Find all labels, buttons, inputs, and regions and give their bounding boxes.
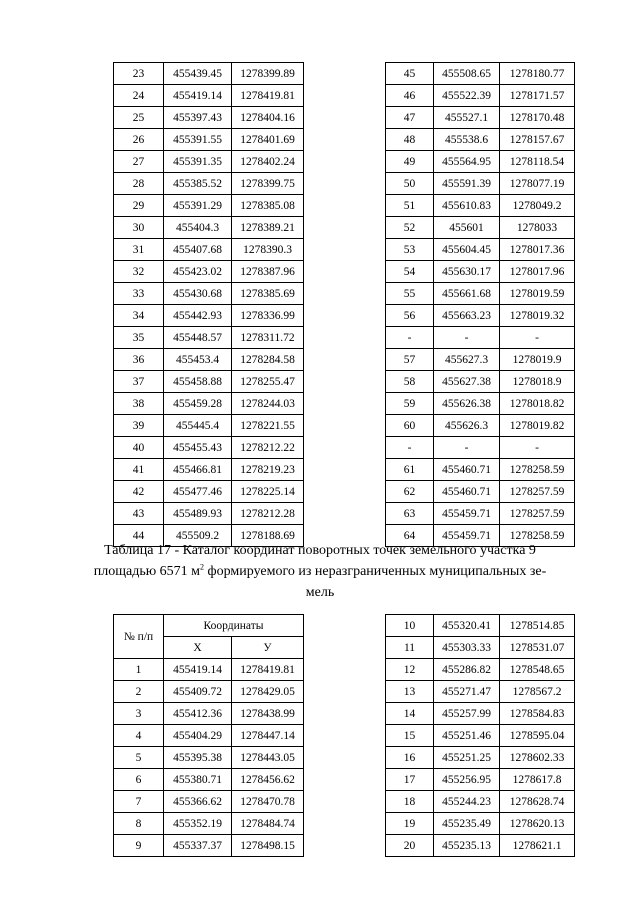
table-header-row	[114, 615, 304, 637]
cell-point-number: 3	[114, 703, 164, 725]
table-row	[386, 217, 575, 239]
cell-y: -	[500, 327, 575, 349]
cell-x: 455385.52	[164, 173, 232, 195]
cell-y: 1278514.85	[500, 615, 575, 637]
cell-x: 455251.25	[434, 747, 500, 769]
cell-x: 455404.3	[164, 217, 232, 239]
cell-point-number: 49	[386, 151, 434, 173]
cell-x: 455455.43	[164, 437, 232, 459]
cell-x: 455591.39	[434, 173, 500, 195]
cell-x: 455459.28	[164, 393, 232, 415]
table-row	[386, 393, 575, 415]
cell-y: 1278387.96	[232, 261, 304, 283]
cell-point-number: 4	[114, 725, 164, 747]
table-row	[386, 769, 575, 791]
cell-x: 455404.29	[164, 725, 232, 747]
cell-x: 455564.95	[434, 151, 500, 173]
cell-x: 455244.23	[434, 791, 500, 813]
cell-x: 455448.57	[164, 327, 232, 349]
cell-y: 1278390.3	[232, 239, 304, 261]
caption-line-2-end: формируемого из неразграниченных муниципальных зе-	[204, 564, 547, 579]
cell-y: 1278171.57	[500, 85, 575, 107]
header-coordinates: Координаты	[164, 615, 304, 637]
table-row	[114, 659, 304, 681]
cell-y: 1278389.21	[232, 217, 304, 239]
cell-y: 1278188.69	[232, 525, 304, 547]
cell-x: 455527.1	[434, 107, 500, 129]
cell-x: 455663.23	[434, 305, 500, 327]
coordinates-table-top-left	[113, 62, 304, 547]
table-row	[386, 659, 575, 681]
table-row	[114, 791, 304, 813]
cell-point-number: 56	[386, 305, 434, 327]
cell-y: 1278584.83	[500, 703, 575, 725]
header-number: № п/п	[114, 615, 164, 659]
cell-y: 1278077.19	[500, 173, 575, 195]
cell-y: 1278404.16	[232, 107, 304, 129]
table-row	[114, 437, 304, 459]
cell-point-number: 31	[114, 239, 164, 261]
cell-point-number: 33	[114, 283, 164, 305]
cell-point-number: 62	[386, 481, 434, 503]
cell-y: 1278170.48	[500, 107, 575, 129]
cell-point-number: 9	[114, 835, 164, 857]
cell-point-number: 57	[386, 349, 434, 371]
cell-x: 455256.95	[434, 769, 500, 791]
cell-x: 455235.13	[434, 835, 500, 857]
caption-superscript: 2	[200, 562, 205, 572]
cell-x: 455352.19	[164, 813, 232, 835]
table-row	[114, 151, 304, 173]
cell-y: 1278399.89	[232, 63, 304, 85]
cell-x: -	[434, 437, 500, 459]
table-row	[386, 129, 575, 151]
caption-line-2	[60, 561, 580, 582]
cell-y: 1278621.1	[500, 835, 575, 857]
cell-point-number: 10	[386, 615, 434, 637]
cell-x: 455509.2	[164, 525, 232, 547]
cell-x: 455391.55	[164, 129, 232, 151]
cell-y: 1278255.47	[232, 371, 304, 393]
table-row	[114, 283, 304, 305]
cell-point-number: 63	[386, 503, 434, 525]
cell-point-number: 18	[386, 791, 434, 813]
table-row	[386, 437, 575, 459]
cell-x: 455630.17	[434, 261, 500, 283]
cell-x: 455477.46	[164, 481, 232, 503]
table-row	[114, 415, 304, 437]
cell-y: -	[500, 437, 575, 459]
cell-y: 1278019.32	[500, 305, 575, 327]
cell-point-number: 15	[386, 725, 434, 747]
cell-x: 455460.71	[434, 481, 500, 503]
cell-y: 1278419.81	[232, 85, 304, 107]
cell-y: 1278018.82	[500, 393, 575, 415]
cell-x: 455391.29	[164, 195, 232, 217]
cell-y: 1278180.77	[500, 63, 575, 85]
cell-point-number: 45	[386, 63, 434, 85]
cell-y: 1278602.33	[500, 747, 575, 769]
cell-point-number: 32	[114, 261, 164, 283]
cell-x: 455397.43	[164, 107, 232, 129]
cell-x: 455626.38	[434, 393, 500, 415]
cell-y: 1278258.59	[500, 459, 575, 481]
cell-x: 455445.4	[164, 415, 232, 437]
table-row	[386, 791, 575, 813]
cell-point-number: 37	[114, 371, 164, 393]
table-row	[114, 769, 304, 791]
cell-point-number: 24	[114, 85, 164, 107]
cell-point-number: 44	[114, 525, 164, 547]
table-row	[386, 173, 575, 195]
cell-point-number: 11	[386, 637, 434, 659]
cell-x: 455627.3	[434, 349, 500, 371]
cell-y: 1278219.23	[232, 459, 304, 481]
cell-y: 1278049.2	[500, 195, 575, 217]
table-row	[114, 239, 304, 261]
cell-point-number: -	[386, 437, 434, 459]
table-row	[114, 703, 304, 725]
cell-x: 455235.49	[434, 813, 500, 835]
cell-x: 455419.14	[164, 85, 232, 107]
cell-y: 1278447.14	[232, 725, 304, 747]
cell-y: 1278311.72	[232, 327, 304, 349]
cell-x: 455303.33	[434, 637, 500, 659]
table-row	[386, 725, 575, 747]
cell-point-number: 35	[114, 327, 164, 349]
cell-y: 1278470.78	[232, 791, 304, 813]
cell-y: 1278628.74	[500, 791, 575, 813]
cell-point-number: 60	[386, 415, 434, 437]
caption-line-2-start: площадью 6571 м	[93, 564, 201, 579]
cell-x: 455412.36	[164, 703, 232, 725]
table-row	[386, 195, 575, 217]
coordinates-table-top-right	[385, 62, 575, 547]
cell-point-number: 23	[114, 63, 164, 85]
cell-x: 455508.65	[434, 63, 500, 85]
cell-point-number: 27	[114, 151, 164, 173]
cell-point-number: 14	[386, 703, 434, 725]
table-row	[114, 327, 304, 349]
cell-y: 1278284.58	[232, 349, 304, 371]
cell-point-number: 29	[114, 195, 164, 217]
header-y: У	[232, 637, 304, 659]
table-row	[114, 747, 304, 769]
cell-y: 1278620.13	[500, 813, 575, 835]
cell-x: 455407.68	[164, 239, 232, 261]
cell-x: 455460.71	[434, 459, 500, 481]
cell-x: 455601	[434, 217, 500, 239]
cell-x: 455251.46	[434, 725, 500, 747]
cell-point-number: 13	[386, 681, 434, 703]
cell-x: 455419.14	[164, 659, 232, 681]
cell-x: 455271.47	[434, 681, 500, 703]
cell-point-number: 8	[114, 813, 164, 835]
table-row	[114, 813, 304, 835]
coordinates-table-bottom-left	[113, 614, 304, 857]
cell-point-number: 5	[114, 747, 164, 769]
cell-y: 1278548.65	[500, 659, 575, 681]
cell-point-number: 47	[386, 107, 434, 129]
cell-x: 455423.02	[164, 261, 232, 283]
cell-point-number: 12	[386, 659, 434, 681]
cell-x: 455604.45	[434, 239, 500, 261]
cell-y: 1278019.82	[500, 415, 575, 437]
cell-y: 1278531.07	[500, 637, 575, 659]
cell-y: 1278221.55	[232, 415, 304, 437]
cell-y: 1278018.9	[500, 371, 575, 393]
cell-x: 455466.81	[164, 459, 232, 481]
cell-y: 1278456.62	[232, 769, 304, 791]
cell-y: 1278567.2	[500, 681, 575, 703]
cell-point-number: 25	[114, 107, 164, 129]
table-row	[114, 107, 304, 129]
table-row	[114, 459, 304, 481]
cell-point-number: 55	[386, 283, 434, 305]
cell-point-number: 34	[114, 305, 164, 327]
cell-point-number: 38	[114, 393, 164, 415]
cell-x: 455409.72	[164, 681, 232, 703]
cell-point-number: 59	[386, 393, 434, 415]
table-row	[386, 151, 575, 173]
table-row	[386, 703, 575, 725]
table-row	[114, 261, 304, 283]
cell-point-number: 17	[386, 769, 434, 791]
caption-line-3: мель	[305, 585, 335, 600]
cell-y: 1278033	[500, 217, 575, 239]
table-row	[386, 283, 575, 305]
cell-point-number: 2	[114, 681, 164, 703]
coordinates-table-bottom-right	[385, 614, 575, 857]
table-row	[386, 481, 575, 503]
cell-y: 1278257.59	[500, 481, 575, 503]
cell-point-number: 53	[386, 239, 434, 261]
cell-point-number: 54	[386, 261, 434, 283]
cell-point-number: 26	[114, 129, 164, 151]
cell-y: 1278118.54	[500, 151, 575, 173]
cell-x: 455380.71	[164, 769, 232, 791]
table-row	[114, 217, 304, 239]
cell-x: 455627.38	[434, 371, 500, 393]
cell-x: 455459.71	[434, 503, 500, 525]
table-row	[386, 63, 575, 85]
cell-y: 1278617.8	[500, 769, 575, 791]
cell-point-number: 20	[386, 835, 434, 857]
table-row	[386, 327, 575, 349]
cell-y: 1278399.75	[232, 173, 304, 195]
cell-y: 1278244.03	[232, 393, 304, 415]
cell-point-number: 16	[386, 747, 434, 769]
table-row	[114, 681, 304, 703]
table-row	[386, 503, 575, 525]
cell-x: -	[434, 327, 500, 349]
cell-x: 455430.68	[164, 283, 232, 305]
cell-point-number: 40	[114, 437, 164, 459]
cell-x: 455626.3	[434, 415, 500, 437]
cell-x: 455661.68	[434, 283, 500, 305]
cell-x: 455538.6	[434, 129, 500, 151]
cell-point-number: 28	[114, 173, 164, 195]
cell-x: 455257.99	[434, 703, 500, 725]
cell-x: 455442.93	[164, 305, 232, 327]
cell-y: 1278498.15	[232, 835, 304, 857]
table-row	[386, 681, 575, 703]
cell-x: 455489.93	[164, 503, 232, 525]
header-x: Х	[164, 637, 232, 659]
cell-point-number: 51	[386, 195, 434, 217]
cell-y: 1278225.14	[232, 481, 304, 503]
cell-y: 1278429.05	[232, 681, 304, 703]
table-row	[386, 85, 575, 107]
cell-x: 455522.39	[434, 85, 500, 107]
cell-y: 1278019.9	[500, 349, 575, 371]
caption-line-1: Таблица 17 - Каталог координат поворотных точек земельного участка 9	[104, 543, 536, 558]
cell-y: 1278336.99	[232, 305, 304, 327]
cell-x: 455458.88	[164, 371, 232, 393]
table-row	[386, 261, 575, 283]
cell-x: 455453.4	[164, 349, 232, 371]
cell-y: 1278484.74	[232, 813, 304, 835]
cell-point-number: 46	[386, 85, 434, 107]
cell-x: 455286.82	[434, 659, 500, 681]
cell-x: 455337.37	[164, 835, 232, 857]
cell-y: 1278212.28	[232, 503, 304, 525]
cell-point-number: 19	[386, 813, 434, 835]
cell-x: 455391.35	[164, 151, 232, 173]
table-caption	[60, 540, 580, 603]
table-row	[386, 415, 575, 437]
table-row	[386, 615, 575, 637]
cell-point-number: 42	[114, 481, 164, 503]
table-row	[114, 195, 304, 217]
cell-y: 1278443.05	[232, 747, 304, 769]
cell-point-number: 58	[386, 371, 434, 393]
table-row	[386, 747, 575, 769]
cell-y: 1278419.81	[232, 659, 304, 681]
cell-y: 1278258.59	[500, 525, 575, 547]
cell-point-number: 39	[114, 415, 164, 437]
cell-y: 1278385.08	[232, 195, 304, 217]
cell-x: 455366.62	[164, 791, 232, 813]
cell-point-number: 61	[386, 459, 434, 481]
table-row	[114, 85, 304, 107]
cell-point-number: 41	[114, 459, 164, 481]
table-row	[114, 371, 304, 393]
cell-y: 1278402.24	[232, 151, 304, 173]
cell-y: 1278157.67	[500, 129, 575, 151]
cell-y: 1278438.99	[232, 703, 304, 725]
cell-y: 1278595.04	[500, 725, 575, 747]
cell-x: 455439.45	[164, 63, 232, 85]
cell-y: 1278017.36	[500, 239, 575, 261]
table-row	[386, 349, 575, 371]
cell-y: 1278017.96	[500, 261, 575, 283]
table-row	[386, 107, 575, 129]
cell-y: 1278212.22	[232, 437, 304, 459]
table-row	[386, 239, 575, 261]
table-row	[114, 129, 304, 151]
cell-y: 1278019.59	[500, 283, 575, 305]
table-row	[114, 63, 304, 85]
cell-x: 455610.83	[434, 195, 500, 217]
cell-point-number: 48	[386, 129, 434, 151]
table-row	[114, 481, 304, 503]
cell-point-number: -	[386, 327, 434, 349]
cell-point-number: 6	[114, 769, 164, 791]
cell-x: 455459.71	[434, 525, 500, 547]
cell-point-number: 1	[114, 659, 164, 681]
table-row	[386, 459, 575, 481]
cell-point-number: 36	[114, 349, 164, 371]
table-row	[386, 371, 575, 393]
cell-x: 455395.38	[164, 747, 232, 769]
cell-point-number: 43	[114, 503, 164, 525]
cell-point-number: 52	[386, 217, 434, 239]
table-row	[114, 503, 304, 525]
table-row	[386, 835, 575, 857]
table-row	[386, 637, 575, 659]
cell-point-number: 30	[114, 217, 164, 239]
table-row	[386, 305, 575, 327]
cell-point-number: 50	[386, 173, 434, 195]
cell-y: 1278385.69	[232, 283, 304, 305]
table-row	[114, 725, 304, 747]
cell-y: 1278401.69	[232, 129, 304, 151]
cell-point-number: 64	[386, 525, 434, 547]
cell-x: 455320.41	[434, 615, 500, 637]
table-row	[114, 349, 304, 371]
table-row	[114, 173, 304, 195]
cell-y: 1278257.59	[500, 503, 575, 525]
table-row	[114, 835, 304, 857]
table-row	[114, 305, 304, 327]
cell-point-number: 7	[114, 791, 164, 813]
table-row	[386, 813, 575, 835]
table-row	[114, 393, 304, 415]
